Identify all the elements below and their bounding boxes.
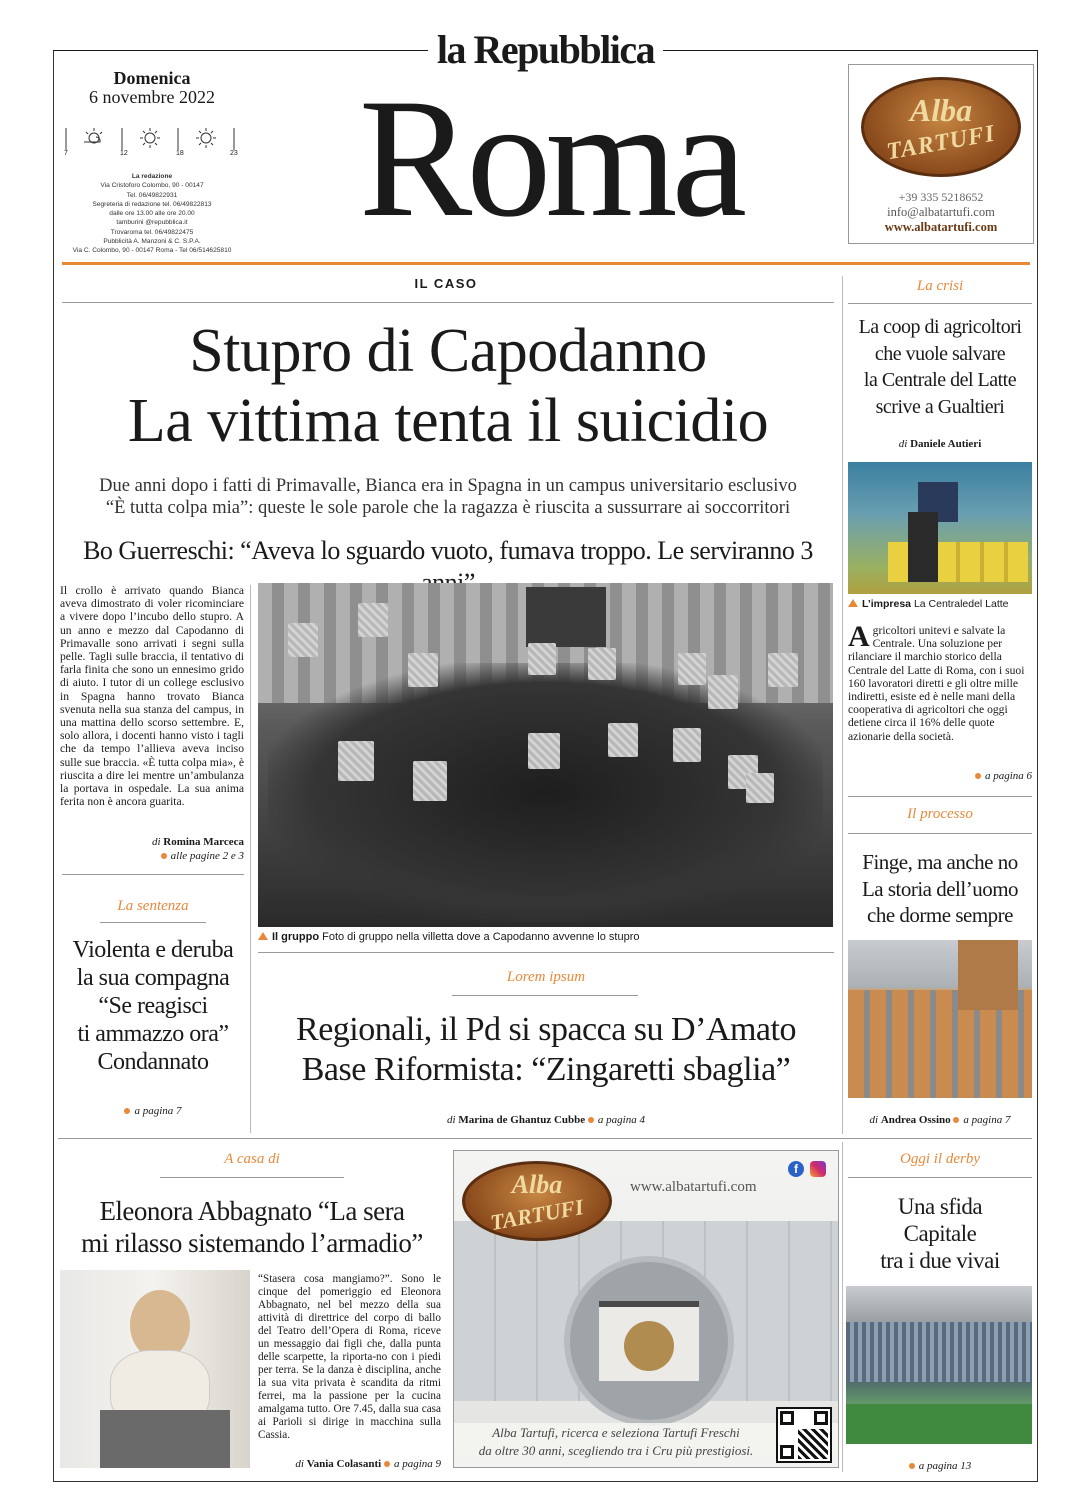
main-pages[interactable] [60,850,244,862]
partly-sunny-icon [84,128,102,143]
sentenza-page[interactable] [62,1105,244,1117]
qr-finder [780,1445,794,1459]
redazione-line: Segreteria di redazione tel. 06/49822813 [92,200,212,208]
page-ref: a pagina 7 [963,1114,1011,1126]
regionali-kicker-rule [452,995,638,996]
byline-author: Romina Marceca [163,836,244,848]
byline-prefix: di [295,1458,304,1470]
weather-strip [62,124,242,158]
caption-arrow-icon [848,599,858,607]
face-blur [678,653,706,685]
masthead-rule [62,262,1030,265]
casa-photo[interactable] [60,1270,250,1468]
bullet-icon [588,1117,594,1123]
bullet-icon [909,1463,915,1469]
headline-line: scrive a Gualtieri [875,395,1005,418]
redazione-line: Tel. 06/49822931 [126,191,178,199]
crisi-photo[interactable] [848,462,1032,594]
processo-headline[interactable] [846,849,1034,929]
crisi-caption [848,598,1032,610]
alba-tartufi-logo [861,77,1021,177]
processo-kicker: Il processo [907,806,973,822]
brand-logo[interactable]: la Repubblica [428,26,663,74]
crisi-page[interactable] [848,770,1032,782]
main-byline [60,836,244,848]
photo-group [268,663,823,923]
redazione-line: Pubblicità A. Manzoni & C. S.P.A. [103,238,201,246]
casa-kicker: A casa di [224,1151,280,1167]
page-ref: a pagina 9 [393,1458,441,1470]
crisi-kicker-rule [848,303,1032,304]
headline-line: che vuole salvare [874,342,1006,365]
qr-finder [814,1411,828,1425]
main-photo[interactable] [258,583,833,927]
bullet-icon [975,773,981,779]
main-body: Il crollo è arrivato quando Bianca aveva dimostrato di voler ricominciare a vivere dopo l’incubo dello stupro. A un anno e mezzo dal Capodanno di Primavalle sono arrivati i segni sulla pelle. Tagli sulle braccia, il tentativo di farla finita che sono un ennesimo grido di aiuto. I tutor di un college esclusivo in Spagna hanno trovato Bianca svenuta nella sua stanza del campus, in una mattina dello scorso settembre. E, solo allora, i docenti hanno visto i tagli che da tempo l’allieva aveva inciso sulle sue braccia. «È tutta colpa mia», è riuscita a dire lei mentre un’ambulanza la portava in ospedale. La sua anima ferita non è ancora guarita. [60,584,244,809]
caption-text: Foto di gruppo nella villetta dove a Capodanno avvenne lo stupro [322,931,640,943]
main-headline-1[interactable]: Stupro di Capodanno [189,317,707,385]
headline-line: tra i due vivai [880,1248,1000,1273]
regionali-headline-2[interactable]: Base Riformista: “Zingaretti sbaglia” [301,1051,791,1088]
derby-headline[interactable] [846,1193,1034,1274]
page-ref: a pagina 7 [134,1105,182,1117]
redazione-line: tamburini @repubblica.it [116,219,188,227]
processo-kicker-rule [848,833,1032,834]
headline-line: Violenta e deruba [72,937,234,963]
face-blur [528,643,556,675]
crisi-kicker: La crisi [916,278,964,294]
main-caption [258,931,833,943]
ad-bottom-web[interactable]: www.albatartufi.com [630,1179,757,1195]
main-kicker-rule [62,302,834,303]
ad-tag-2: da oltre 30 anni, scegliendo tra i Cru più prestigiosi. [478,1443,754,1458]
page-ref: a pagina 6 [984,770,1032,782]
weather-icons [62,124,242,158]
ad-alba-logo [462,1161,612,1241]
photo-forklift [908,512,938,582]
byline-author: Daniele Autieri [910,438,982,450]
byline-author: Andrea Ossino [880,1114,951,1126]
ad-tag-1: Alba Tartufi, ricerca e seleziona Tartufi Freschi [492,1425,740,1440]
redazione-line: Via Cristoforo Colombo, 90 - 00147 [100,182,204,190]
headline-line: La storia dell’uomo [861,876,1019,901]
derby-photo[interactable] [846,1286,1032,1444]
qr-code[interactable] [776,1407,832,1463]
face-blur [528,733,560,769]
ad-web[interactable]: www.albatartufi.com [884,220,998,234]
brand-rule-right [663,50,1038,51]
face-blur [338,741,374,781]
face-blur [746,773,774,803]
byline-author: Vania Colasanti [306,1458,382,1470]
face-blur [608,723,638,757]
temp-3: 18 [176,150,184,157]
casa-byline[interactable] [258,1458,441,1470]
face-blur [708,675,738,709]
main-deck-2: “È tutta colpa mia”: queste le sole parole che la ragazza è riuscita a sussurrare ai soccorritori [105,498,791,518]
headline-line: “Se reagisci [98,993,208,1019]
face-blur [768,653,798,687]
casa-headline-1[interactable]: Eleonora Abbagnato “La sera [99,1196,405,1226]
derby-page[interactable] [848,1460,1032,1472]
redazione-title: La redazione [131,173,173,180]
face-blur [358,603,388,637]
main-subhead: Bo Guerreschi: “Aveva lo sguardo vuoto, fumava troppo. Le serviranno 3 [83,536,813,565]
bullet-icon [124,1108,130,1114]
processo-photo[interactable] [848,940,1032,1098]
redazione-info [62,172,242,256]
casa-body: “Stasera cosa mangiamo?”. Sono le cinque del pomeriggio ed Eleonora Abbagnato, nel bel mezzo della sua attività di direttrice del corpo di ballo del Teatro dell’Opera di Roma, riceve un messaggio dai figli che, dalla punta delle scarpette, la riporta-no con i piedi per terra. Se la danza è disciplina, anche la sua vita privata è scandita da ritmi ferrei, ma la passione per la cucina amalgama tutto. Ore 7.45, dalla sua casa ai Parioli si dirige in macchina sulla Cassia. [258,1273,441,1441]
photo-coat [100,1410,230,1468]
logo-tartufi: TARTUFI [884,120,998,166]
bottom-band-rule [58,1138,1032,1139]
regionali-kicker: Lorem ipsum [506,969,586,985]
face-blur [588,648,616,680]
redazione-line: dalle ore 13.00 alle ore 20.00 [109,210,195,218]
redazione-line: Trovaroma tel. 06/49822475 [110,228,194,236]
headline-line: Finge, ma anche no [862,850,1018,874]
casa-kicker-rule [160,1177,344,1178]
regionali-headline-1[interactable]: Regionali, il Pd si spacca su D’Amato [296,1011,796,1048]
derby-kicker: Oggi il derby [900,1151,980,1167]
redazione-line: Via C. Colombo, 90 - 00147 Roma - Tel 06/514625810 [72,247,232,255]
processo-rule [848,796,1032,797]
caption-text: La Centraledel Latte [913,598,1009,610]
byline-prefix: di [869,1114,879,1126]
ad-email[interactable]: info@albatartufi.com [887,205,995,219]
temp-1: 7 [64,150,68,157]
headline-line: Condannato [97,1049,209,1075]
ad-top[interactable] [848,64,1034,244]
photo-pitch [846,1404,1032,1444]
crisi-body [848,620,1028,743]
byline-prefix: di [151,836,161,848]
logo-alba: Alba [511,1170,563,1199]
qr-pattern [798,1429,828,1459]
byline-prefix: di [447,1114,456,1126]
processo-byline[interactable] [848,1114,1032,1126]
caption-arrow-icon [258,932,268,940]
page-ref: a pagina 13 [918,1460,972,1472]
face-blur [413,761,447,801]
derby-kicker-rule [848,1177,1032,1178]
logo-tartufi: TARTUFI [488,1194,586,1235]
facebook-icon[interactable]: f [788,1161,804,1177]
sentenza-headline[interactable] [58,936,248,1076]
section-title: Roma [358,64,742,252]
headline-line: ti ammazzo ora” [77,1021,229,1047]
ad-phone: +39 335 5218652 [898,190,984,204]
ad-truffle [624,1321,674,1371]
crisi-byline [848,438,1032,450]
headline-line: Capitale [903,1221,977,1246]
column-divider-right [842,276,843,1134]
temp-4: 23 [230,150,238,157]
main-deck-1: Due anni dopo i fatti di Primavalle, Bianca era in Spagna in un campus universitario esclusivo [99,476,797,496]
face-blur [408,653,438,687]
byline-prefix: di [898,438,908,450]
regionali-rule [258,952,834,953]
headline-line: che dorme sempre [867,903,1013,927]
headline-line: la Centrale del Latte [863,369,1017,391]
photo-stands [846,1322,1032,1382]
sun-icon [140,128,160,148]
crisi-headline[interactable] [846,314,1034,420]
pages-ref: alle pagine 2 e 3 [170,850,244,862]
main-kicker: IL CASO [414,276,478,291]
main-headline-2[interactable]: La vittima tenta il suicidio [127,387,769,455]
sun-icon [196,128,216,148]
casa-headline-2[interactable]: mi rilasso sistemando l’armadio” [81,1228,423,1258]
photo-flag [526,587,606,647]
derby-divider [842,1142,843,1472]
page-ref: a pagina 4 [597,1114,645,1126]
bullet-icon [161,853,167,859]
sentenza-rule [62,874,244,875]
day-name: Domenica [113,68,191,88]
sentenza-kicker-rule [100,922,206,923]
qr-finder [780,1411,794,1425]
temp-2: 12 [120,150,128,157]
photo-tower [958,940,1018,1010]
sentenza-kicker: La sentenza [117,898,189,914]
bullet-icon [953,1117,959,1123]
crisi-body-text: gricoltori unitevi e salvate la Centrale. Una soluzione per rilanciare il marchio storico della Centrale del Latte di Roma, con i suoi 160 lavoratori diretti e gli oltre mille indiretti, esiste ed è nelle mani della cooperativa di agricoltori che oggi detiene circa il 16% delle quote azionarie della società. [848,624,1025,743]
issue-date: 6 novembre 2022 [89,87,215,107]
regionali-byline[interactable] [258,1114,834,1126]
ad-bottom[interactable] [453,1150,839,1468]
headline-line: la sua compagna [76,965,230,991]
dropcap: A [848,620,870,653]
byline-author: Marina de Ghantuz Cubbe [458,1114,586,1126]
headline-line: La coop di agricoltori [858,316,1022,338]
instagram-icon[interactable] [810,1161,826,1177]
headline-line: Una sfida [897,1194,983,1219]
bullet-icon [384,1461,390,1467]
date-block [62,68,242,108]
logo-alba: Alba [909,92,973,128]
brand-rule-left [53,50,428,51]
face-blur [288,623,318,657]
caption-label: Il gruppo [272,931,320,943]
caption-label: L’impresa [862,598,912,610]
face-blur [673,728,701,762]
